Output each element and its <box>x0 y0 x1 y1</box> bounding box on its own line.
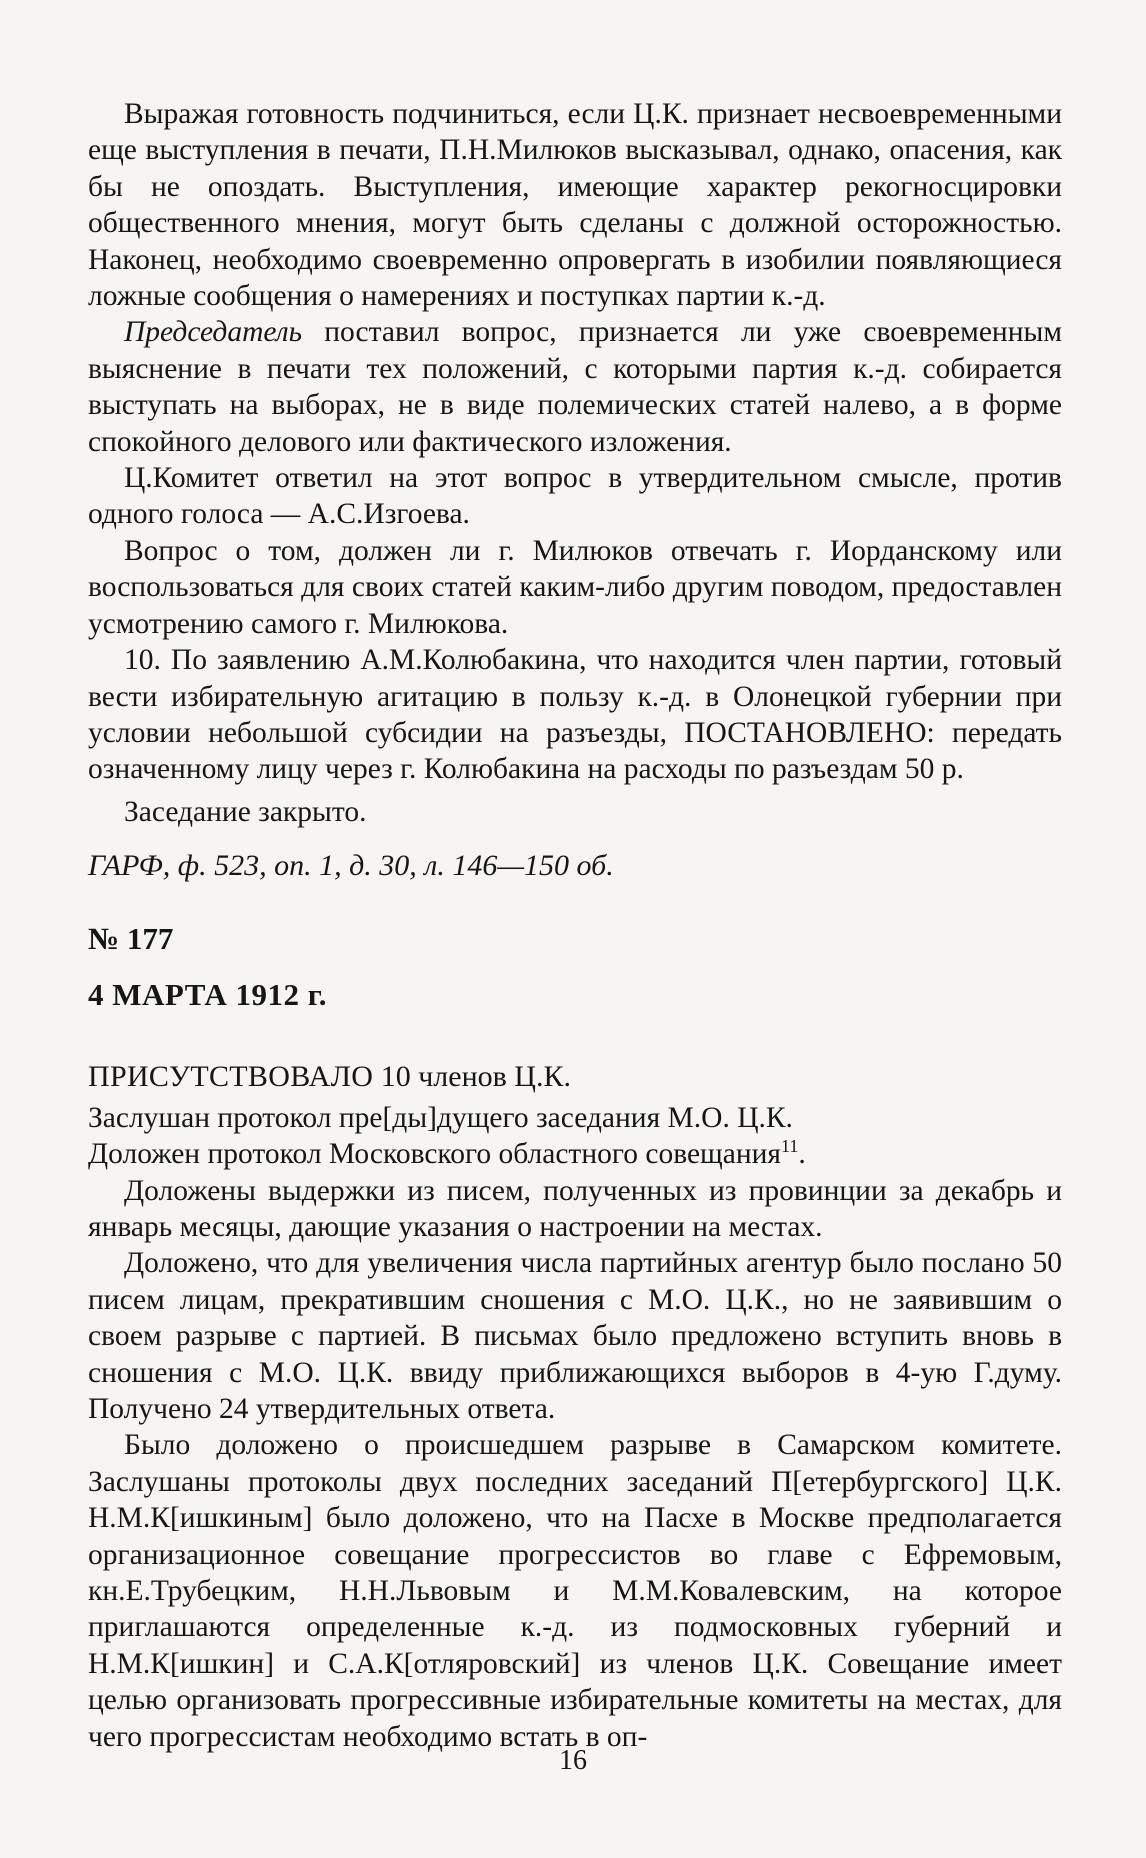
paragraph: Доложены выдержки из писем, полученных из провинции за декабрь и январь месяцы, дающие указания о настроении на местах. <box>88 1174 1062 1243</box>
document-page <box>88 96 1062 1755</box>
paragraph: Было доложено о происшедшем разрыве в Самарском комитете. Заслушаны протоколы двух последних заседаний П[етербургского] Ц.К. Н.М.К[ишкиным] было доложено, что на Пасхе в Москве предполагается организационное совещание прогрессистов во главе с Ефремовым, кн.Е.Трубецким, Н.Н.Львовым и М.М.Ковалевским, на которое приглашаются определенные к.-д. из подмосковных губерний и Н.М.К[ишкин] и С.А.К[отляровский] из членов Ц.К. Совещание имеет целью организовать прогрессивные избирательные комитеты на местах, для чего прогрессистам необходимо встать в оп- <box>88 1429 1062 1753</box>
paragraph: Председатель поставил вопрос, признается ли уже своевременным выяснение в печати тех положений, с которыми партия к.-д. собирается выступать на выборах, не в виде полемических статей налево, а в форме спокойного делового или фактического изложения. <box>88 316 1062 458</box>
paragraph: 10. По заявлению А.М.Колюбакина, что находится член партии, готовый вести избирательную агитацию в пользу к.-д. в Олонецкой губернии при условии небольшой субсидии на разъезды, ПОСТАНОВЛЕНО: передать означенному лицу через г. Колюбакина на расходы по разъездам 50 р. <box>88 644 1062 786</box>
footnote-marker: 11 <box>781 1136 799 1157</box>
paragraph: Доложено, что для увеличения числа партийных агентур было послано 50 писем лицам, прекратившим сношения с М.О. Ц.К., но не заявившим о своем разрыве с партией. В письмах было предложено вступить вновь в сношения с М.О. Ц.К. ввиду приближающихся выборов в 4-ую Г.думу. Получено 24 утвердительных ответа. <box>88 1247 1062 1425</box>
page-number: 16 <box>559 1745 587 1776</box>
attendance-line: ПРИСУТСТВОВАЛО 10 членов Ц.К. <box>88 1060 571 1094</box>
chairman-word: Председатель <box>124 316 303 349</box>
document-date: 4 МАРТА 1912 г. <box>88 976 328 1012</box>
report-line: Доложен протокол Московского областного совещания$^{11}$. <box>88 1136 806 1171</box>
paragraph: Ц.Комитет ответил на этот вопрос в утвердительном смысле, против одного голоса — А.С.Изгоева. <box>88 462 1062 531</box>
document-number: № 177 <box>88 920 174 956</box>
heard-line: Заслушан протокол пре[ды]дущего заседания М.О. Ц.К. <box>88 1101 793 1134</box>
paragraph: Заседание закрыто. <box>124 795 367 828</box>
paragraph: Вопрос о том, должен ли г. Милюков отвечать г. Иорданскому или воспользоваться для своих статей каким-либо другим поводом, предоставлен усмотрению самого г. Милюкова. <box>88 534 1062 640</box>
paragraph: Выражая готовность подчиниться, если Ц.К. признает несвоевременными еще выступления в печати, П.Н.Милюков высказывал, однако, опасения, как бы не опоздать. Выступления, имеющие характер рекогносцировки общественного мнения, могут быть сделаны с должной осторожностью. Наконец, необходимо своевременно опровергать в изобилии появляющиеся ложные сообщения о намерениях и поступках партии к.-д. <box>88 98 1062 313</box>
archive-source: ГАРФ, ф. 523, оп. 1, д. 30, л. 146—150 об. <box>88 849 614 883</box>
